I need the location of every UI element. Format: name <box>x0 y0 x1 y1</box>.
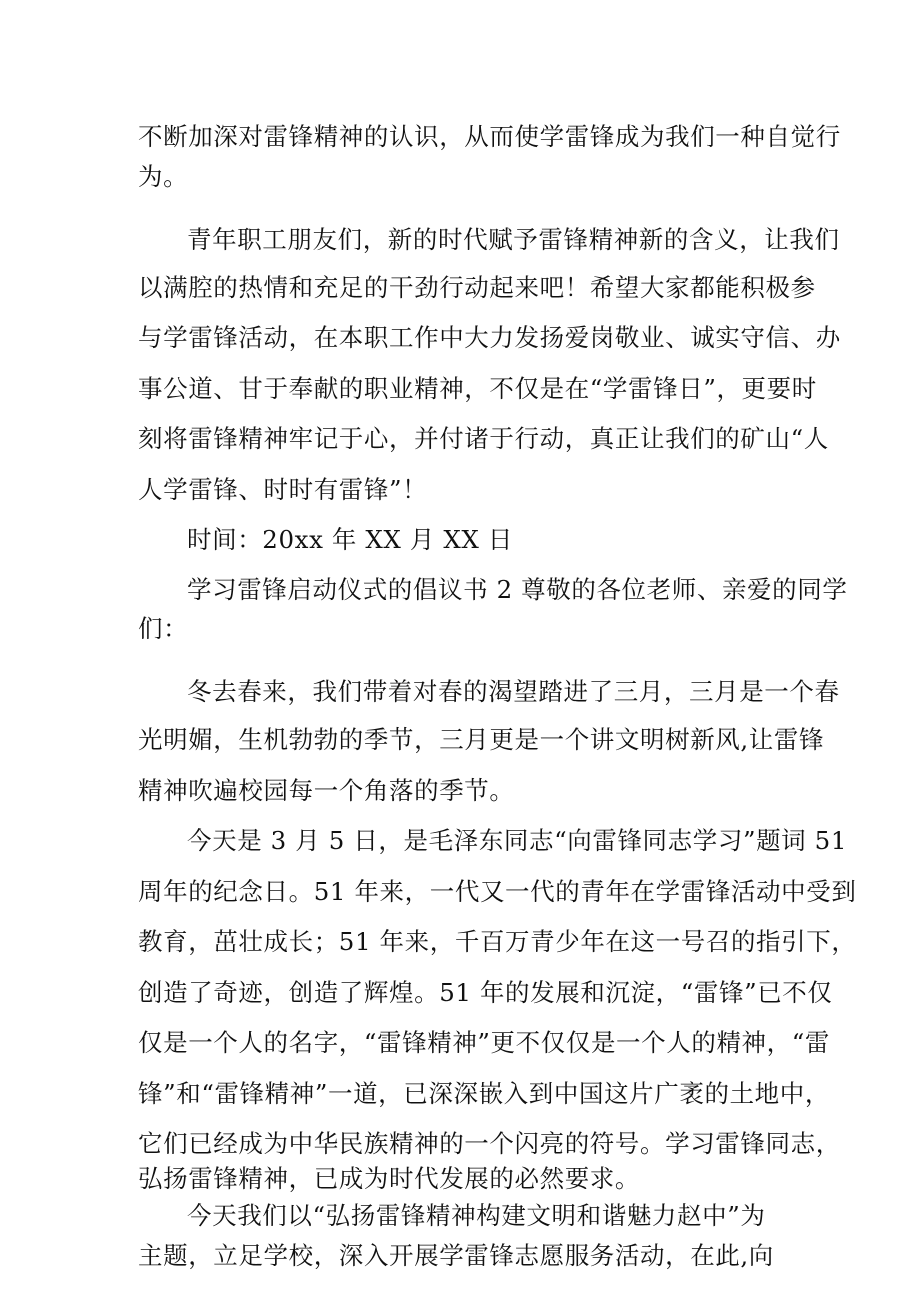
text-line: 精神吹遍校园每一个角落的季节。 <box>138 776 515 805</box>
text-line: 事公道、甘于奉献的职业精神，不仅是在“学雷锋日”，更要时 <box>138 374 817 403</box>
text-line: 光明媚，生机勃勃的季节，三月更是一个讲文明树新风,让雷锋 <box>138 725 825 754</box>
text-line: 今天是 3 月 5 日，是毛泽东同志“向雷锋同志学习”题词 51 <box>187 826 848 855</box>
text-line: 不断加深对雷锋精神的认识，从而使学雷锋成为我们一种自觉行 <box>138 122 841 151</box>
text-line: 主题，立足学校，深入开展学雷锋志愿服务活动，在此,向 <box>138 1241 774 1270</box>
text-line: 人学雷锋、时时有雷锋”！ <box>138 475 428 504</box>
text-line: 它们已经成为中华民族精神的一个闪亮的符号。学习雷锋同志， <box>138 1129 841 1158</box>
text-line: 们： <box>138 614 189 643</box>
text-line: 刻将雷锋精神牢记于心，并付诸于行动，真正让我们的矿山“人 <box>138 424 829 453</box>
text-line: 学习雷锋启动仪式的倡议书 2 尊敬的各位老师、亲爱的同学 <box>187 575 848 604</box>
text-line: 创造了奇迹，创造了辉煌。51 年的发展和沉淀，“雷锋”已不仅 <box>138 978 833 1007</box>
text-line: 以满腔的热情和充足的干劲行动起来吧！希望大家都能积极参 <box>138 273 816 302</box>
text-line: 锋”和“雷锋精神”一道，已深深嵌入到中国这片广袤的土地中， <box>138 1079 830 1108</box>
text-line: 青年职工朋友们，新的时代赋予雷锋精神新的含义，让我们 <box>187 225 840 254</box>
date-line: 时间：20xx 年 XX 月 XX 日 <box>187 525 513 554</box>
text-line: 教育，茁壮成长；51 年来，千百万青少年在这一号召的指引下， <box>138 927 857 956</box>
text-line: 周年的纪念日。51 年来，一代又一代的青年在学雷锋活动中受到 <box>138 877 857 906</box>
text-line: 弘扬雷锋精神，已成为时代发展的必然要求。 <box>138 1164 640 1193</box>
text-line: 仅是一个人的名字，“雷锋精神”更不仅仅是一个人的精神，“雷 <box>138 1028 830 1057</box>
text-line: 今天我们以“弘扬雷锋精神构建文明和谐魅力赵中”为 <box>187 1201 766 1230</box>
text-line: 为。 <box>138 162 189 191</box>
text-line: 与学雷锋活动，在本职工作中大力发扬爱岗敬业、诚实守信、办 <box>138 323 841 352</box>
text-line: 冬去春来，我们带着对春的渴望踏进了三月，三月是一个春 <box>187 677 840 706</box>
